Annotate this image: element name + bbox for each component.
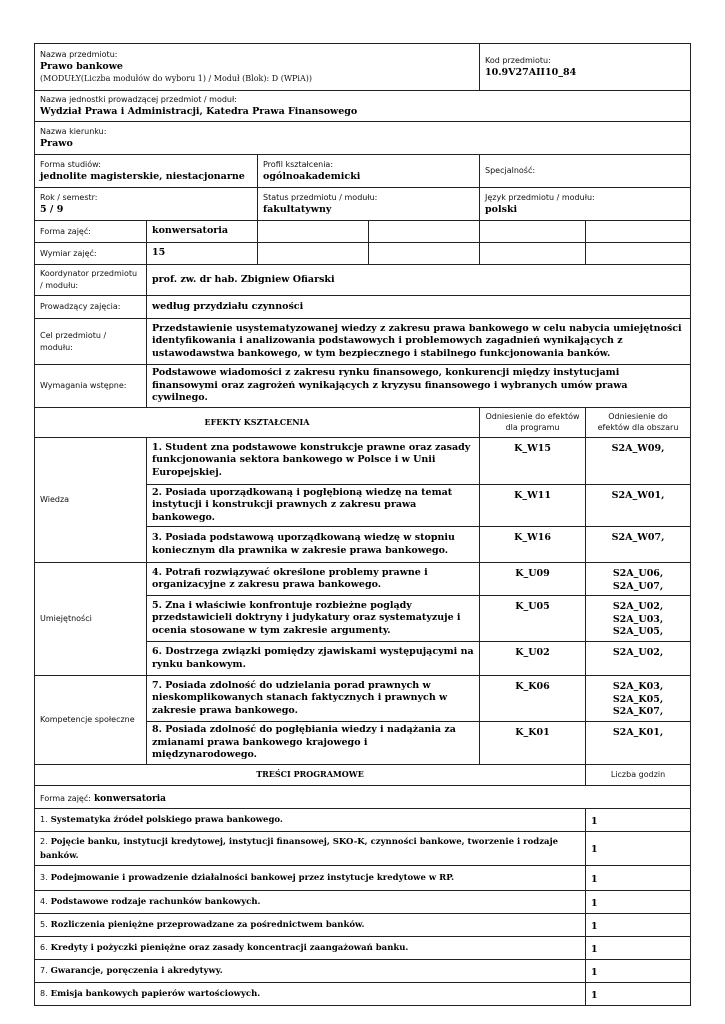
area-ref-header-cell [586, 407, 691, 437]
topic-hours: 1 [591, 815, 598, 827]
empty-cell [258, 243, 369, 265]
outcome-text: 6. Dostrzega związki pomiędzy zjawiskami występującymi na rynku bankowym. [152, 646, 474, 670]
outcomes-header-row [35, 407, 691, 437]
outcome-area-code: S2A_U06, [612, 568, 664, 579]
outcome-row [35, 437, 691, 484]
topic-hours-cell [586, 959, 691, 982]
goal-value-cell [147, 319, 691, 365]
study-row [35, 155, 691, 188]
class-hours-value-cell [147, 243, 258, 265]
subject-cell [35, 44, 480, 91]
outcome-text-cell [147, 676, 480, 722]
specialty-label: Specjalność: [485, 166, 536, 175]
profile-cell [258, 155, 480, 188]
unit-row [35, 91, 691, 122]
topic-hours-cell [586, 865, 691, 890]
class-form-value: konwersatoria [152, 225, 229, 237]
study-form-value: jednolite magisterskie, niestacjonarne [40, 170, 245, 182]
outcome-group-label: Umiejętności [40, 614, 92, 623]
outcome-group-label: Kompetencje społeczne [40, 714, 135, 724]
program-ref-header: Odniesienie do efektów dla programu [485, 411, 580, 432]
topic-hours: 1 [591, 897, 598, 909]
outcome-area-code: S2A_U05, [612, 626, 664, 637]
topic-text: Gwarancje, poręczenia i akredytywy. [50, 966, 223, 977]
teacher-label-cell [35, 296, 147, 319]
outcome-program-code: K_W11 [514, 489, 551, 501]
outcome-program-cell [480, 676, 586, 722]
outcome-text-cell [147, 642, 480, 676]
outcome-area-code: S2A_W07, [611, 532, 665, 543]
coordinator-row [35, 265, 691, 296]
area-ref-header: Odniesienie do efektów dla obszaru [597, 411, 679, 432]
syllabus-table [34, 43, 691, 1006]
unit-cell [35, 91, 691, 122]
outcome-text-cell [147, 722, 480, 765]
topic-row [35, 936, 691, 959]
empty-cell [586, 243, 691, 265]
topic-text: Systematyka źródeł polskiego prawa bankowego. [50, 815, 283, 826]
topic-cell [35, 982, 586, 1005]
outcome-text-cell [147, 527, 480, 563]
topic-hours: 1 [591, 943, 598, 955]
topic-number: 3. [40, 873, 48, 883]
outcome-group-label: Wiedza [40, 494, 70, 504]
outcome-area-code: S2A_U02, [612, 601, 664, 612]
topic-hours-cell [586, 831, 691, 865]
outcome-text: 1. Student zna podstawowe konstrukcje prawne oraz zasady funkcjonowania sektora bankowego w Polsce i w Unii Europejskiej. [152, 441, 471, 478]
topic-hours-cell [586, 936, 691, 959]
topic-cell [35, 936, 586, 959]
outcome-text-cell [147, 437, 480, 484]
topic-text: Emisja bankowych papierów wartościowych. [50, 989, 261, 1000]
outcome-group-skills [35, 563, 147, 676]
outcome-area-code: S2A_K05, [612, 693, 664, 705]
outcome-area-code: S2A_W09, [611, 442, 665, 454]
outcome-area-cell [586, 676, 691, 722]
outcome-program-cell [480, 722, 586, 765]
prereq-value-cell [147, 365, 691, 408]
class-form-value-cell [147, 221, 258, 243]
subject-name: Prawo bankowe [40, 60, 123, 72]
empty-cell [369, 243, 480, 265]
class-hours-label-cell [35, 243, 147, 265]
outcome-area-code: S2A_U07, [612, 580, 664, 592]
topic-text: Kredyty i pożyczki pieniężne oraz zasady koncentracji zaangażowań banku. [50, 943, 409, 954]
program-form-label: Forma zajęć: [40, 793, 91, 803]
class-hours-value: 15 [152, 247, 166, 259]
outcome-area-code: S2A_K03, [612, 681, 664, 692]
hours-header-cell [586, 764, 691, 785]
teacher-label: Prowadzący zajęcia: [40, 302, 121, 311]
topic-text: Podejmowanie i prowadzenie działalności bankowej przez instytucje kredytowe w RP. [50, 873, 455, 884]
outcome-area-cell [586, 437, 691, 484]
outcome-text: 2. Posiada uporządkowaną i pogłębioną wiedzę na temat instytucji i konstrukcji prawnych z zakresu prawa bankowego. [152, 486, 453, 523]
teacher-value-cell [147, 296, 691, 319]
coordinator-label: Koordynator przedmiotu / modułu: [40, 269, 138, 290]
topic-hours-cell [586, 808, 691, 831]
program-form-cell [35, 785, 691, 808]
outcome-program-code: K_U05 [515, 601, 550, 612]
outcome-program-code: K_W15 [514, 442, 551, 454]
year-label: Rok / semestr: [40, 192, 98, 202]
topic-cell [35, 865, 586, 890]
program-form-row [35, 785, 691, 808]
outcomes-title-cell [35, 407, 480, 437]
field-row [35, 122, 691, 155]
goal-label-cell [35, 319, 147, 365]
outcome-group-social [35, 676, 147, 765]
teacher-value: według przydziału czynności [152, 300, 304, 312]
empty-cell [586, 221, 691, 243]
study-form-label: Forma studiów: [40, 159, 101, 169]
topic-hours-cell [586, 913, 691, 936]
topic-cell [35, 959, 586, 982]
class-form-label: Forma zajęć: [40, 226, 91, 236]
outcome-text-cell [147, 563, 480, 596]
topic-number: 1. [40, 815, 48, 825]
language-value: polski [485, 203, 518, 215]
program-title: TREŚCI PROGRAMOWE [256, 769, 364, 779]
outcome-text: 3. Posiada podstawową uporządkowaną wiedzę w stopniu koniecznym dla prawnika w zakresie prawa bankowego. [152, 532, 455, 556]
outcome-text: 5. Zna i właściwie konfrontuje rozbieżne poglądy przedstawicieli doktryny i judykatury oraz systematyzuje i ocenia stosowane w tym zakresie argumenty. [152, 599, 461, 636]
topic-hours-cell [586, 890, 691, 913]
topic-hours-cell [586, 982, 691, 1005]
empty-cell [480, 243, 586, 265]
program-ref-header-cell [480, 407, 586, 437]
topic-row [35, 831, 691, 865]
topic-cell [35, 831, 586, 865]
topic-cell [35, 808, 586, 831]
subject-code-label: Kod przedmiotu: [485, 55, 551, 65]
hours-header: Liczba godzin [610, 769, 666, 779]
outcome-area-cell [586, 484, 691, 527]
prereq-value: Podstawowe wiadomości z zakresu rynku finansowego, konkurencji między instytucjami finansowymi oraz zagrożeń wynikających z kryzysu finansowego i wybranych umów prawa cywilnego. [152, 367, 628, 403]
field-value: Prawo [40, 137, 73, 149]
outcome-area-cell [586, 563, 691, 596]
empty-cell [369, 221, 480, 243]
topic-number: 4. [40, 897, 48, 907]
year-value: 5 / 9 [40, 203, 64, 215]
topic-hours: 1 [591, 920, 598, 932]
outcome-area-code: S2A_K01, [612, 727, 664, 738]
outcome-area-cell [586, 527, 691, 563]
unit-value: Wydział Prawa i Administracji, Katedra Prawa Finansowego [40, 105, 358, 117]
topic-hours: 1 [591, 966, 598, 978]
topic-row [35, 959, 691, 982]
outcome-program-cell [480, 642, 586, 676]
subject-module: (MODUŁY(Liczba modułów do wyboru 1) / Moduł (Blok): D (WPiA)) [40, 74, 313, 84]
outcome-row [35, 563, 691, 596]
coordinator-label-cell [35, 265, 147, 296]
topic-text: Rozliczenia pieniężne przeprowadzane za pośrednictwem banków. [50, 920, 365, 931]
goal-row [35, 319, 691, 365]
topic-number: 2. [40, 836, 48, 846]
profile-label: Profil kształcenia: [263, 159, 334, 169]
topic-row [35, 890, 691, 913]
outcome-area-code: S2A_U02, [612, 647, 664, 658]
outcomes-title: EFEKTY KSZTAŁCENIA [204, 416, 310, 427]
outcome-program-code: K_K06 [515, 681, 550, 692]
status-cell [258, 188, 480, 221]
outcome-text: 8. Posiada zdolność do pogłębiania wiedzy i nadążania za zmianami prawa bankowego krajowego i międzynarodowego. [152, 724, 456, 760]
teacher-row [35, 296, 691, 319]
outcome-row [35, 676, 691, 722]
prereq-label-cell [35, 365, 147, 408]
unit-label: Nazwa jednostki prowadzącej przedmiot / moduł: [40, 94, 237, 104]
outcome-area-code: S2A_U03, [612, 613, 664, 625]
topic-cell [35, 913, 586, 936]
topic-number: 7. [40, 966, 48, 976]
outcome-program-code: K_U09 [515, 568, 550, 579]
class-hours-label: Wymiar zajęć: [40, 248, 97, 258]
topic-number: 5. [40, 920, 48, 930]
topic-text: Podstawowe rodzaje rachunków bankowych. [50, 897, 261, 908]
outcome-program-cell [480, 563, 586, 596]
class-form-label-cell [35, 221, 147, 243]
topic-hours: 1 [591, 873, 598, 885]
topic-hours: 1 [591, 989, 598, 1001]
topic-number: 8. [40, 989, 48, 999]
outcome-program-code: K_U02 [515, 647, 550, 658]
coordinator-value: prof. zw. dr hab. Zbigniew Ofiarski [152, 273, 335, 285]
program-title-cell [35, 764, 586, 785]
specialty-cell [480, 155, 691, 188]
subject-code-value: 10.9V27AII10_84 [485, 66, 577, 78]
empty-cell [480, 221, 586, 243]
language-cell [480, 188, 691, 221]
outcome-group-knowledge [35, 437, 147, 563]
goal-label: Cel przedmiotu / modułu: [40, 330, 107, 352]
topic-text: Pojęcie banku, instytucji kredytowej, instytucji finansowej, SKO-K, czynności bankowe, tworzenie i rodzaje banków. [40, 836, 559, 861]
goal-value: Przedstawienie usystematyzowanej wiedzy z zakresu prawa bankowego w celu nabycia umiejętności identyfikowania i analizowania podstawowych i problemowych zagadnień wynikających z ustawodawstwa bankowego, w tym bezpiecznego i stabilnego funkcjonowania banków. [152, 322, 682, 359]
subject-row [35, 44, 691, 91]
year-cell [35, 188, 258, 221]
outcome-area-cell [586, 596, 691, 642]
outcome-program-code: K_W16 [514, 532, 551, 543]
language-label: Język przedmiotu / modułu: [485, 192, 595, 202]
prereq-label: Wymagania wstępne: [40, 380, 127, 390]
topic-row [35, 982, 691, 1005]
prereq-row [35, 365, 691, 408]
year-row [35, 188, 691, 221]
outcome-text-cell [147, 596, 480, 642]
outcome-text-cell [147, 484, 480, 527]
status-label: Status przedmiotu / modułu: [263, 192, 378, 202]
topic-hours: 1 [591, 844, 598, 855]
outcome-area-code: S2A_W01, [611, 489, 665, 501]
empty-cell [258, 221, 369, 243]
outcome-program-cell [480, 484, 586, 527]
coordinator-value-cell [147, 265, 691, 296]
subject-code-cell [480, 44, 691, 91]
field-label: Nazwa kierunku: [40, 126, 107, 136]
class-hours-row [35, 243, 691, 265]
profile-value: ogólnoakademicki [263, 170, 361, 182]
outcome-program-cell [480, 596, 586, 642]
outcome-program-cell [480, 437, 586, 484]
outcome-text: 7. Posiada zdolność do udzielania porad prawnych w nieskomplikowanych stanach faktycznych i prawnych w zakresie prawa bankowego. [152, 679, 448, 716]
outcome-area-cell [586, 722, 691, 765]
topic-row [35, 808, 691, 831]
field-cell [35, 122, 691, 155]
subject-label: Nazwa przedmiotu: [40, 49, 118, 59]
topic-row [35, 913, 691, 936]
outcome-area-cell [586, 642, 691, 676]
outcome-program-code: K_K01 [515, 727, 550, 738]
outcome-text: 4. Potrafi rozwiązywać określone problemy prawne i organizacyjne z zakresu prawa bankowego. [152, 566, 428, 590]
topic-row [35, 865, 691, 890]
topic-number: 6. [40, 943, 48, 953]
program-form-value: konwersatoria [93, 793, 166, 804]
class-form-row [35, 221, 691, 243]
study-form-cell [35, 155, 258, 188]
status-value: fakultatywny [263, 203, 332, 215]
outcome-program-cell [480, 527, 586, 563]
outcome-area-code: S2A_K07, [612, 706, 664, 717]
program-header-row [35, 764, 691, 785]
topic-cell [35, 890, 586, 913]
